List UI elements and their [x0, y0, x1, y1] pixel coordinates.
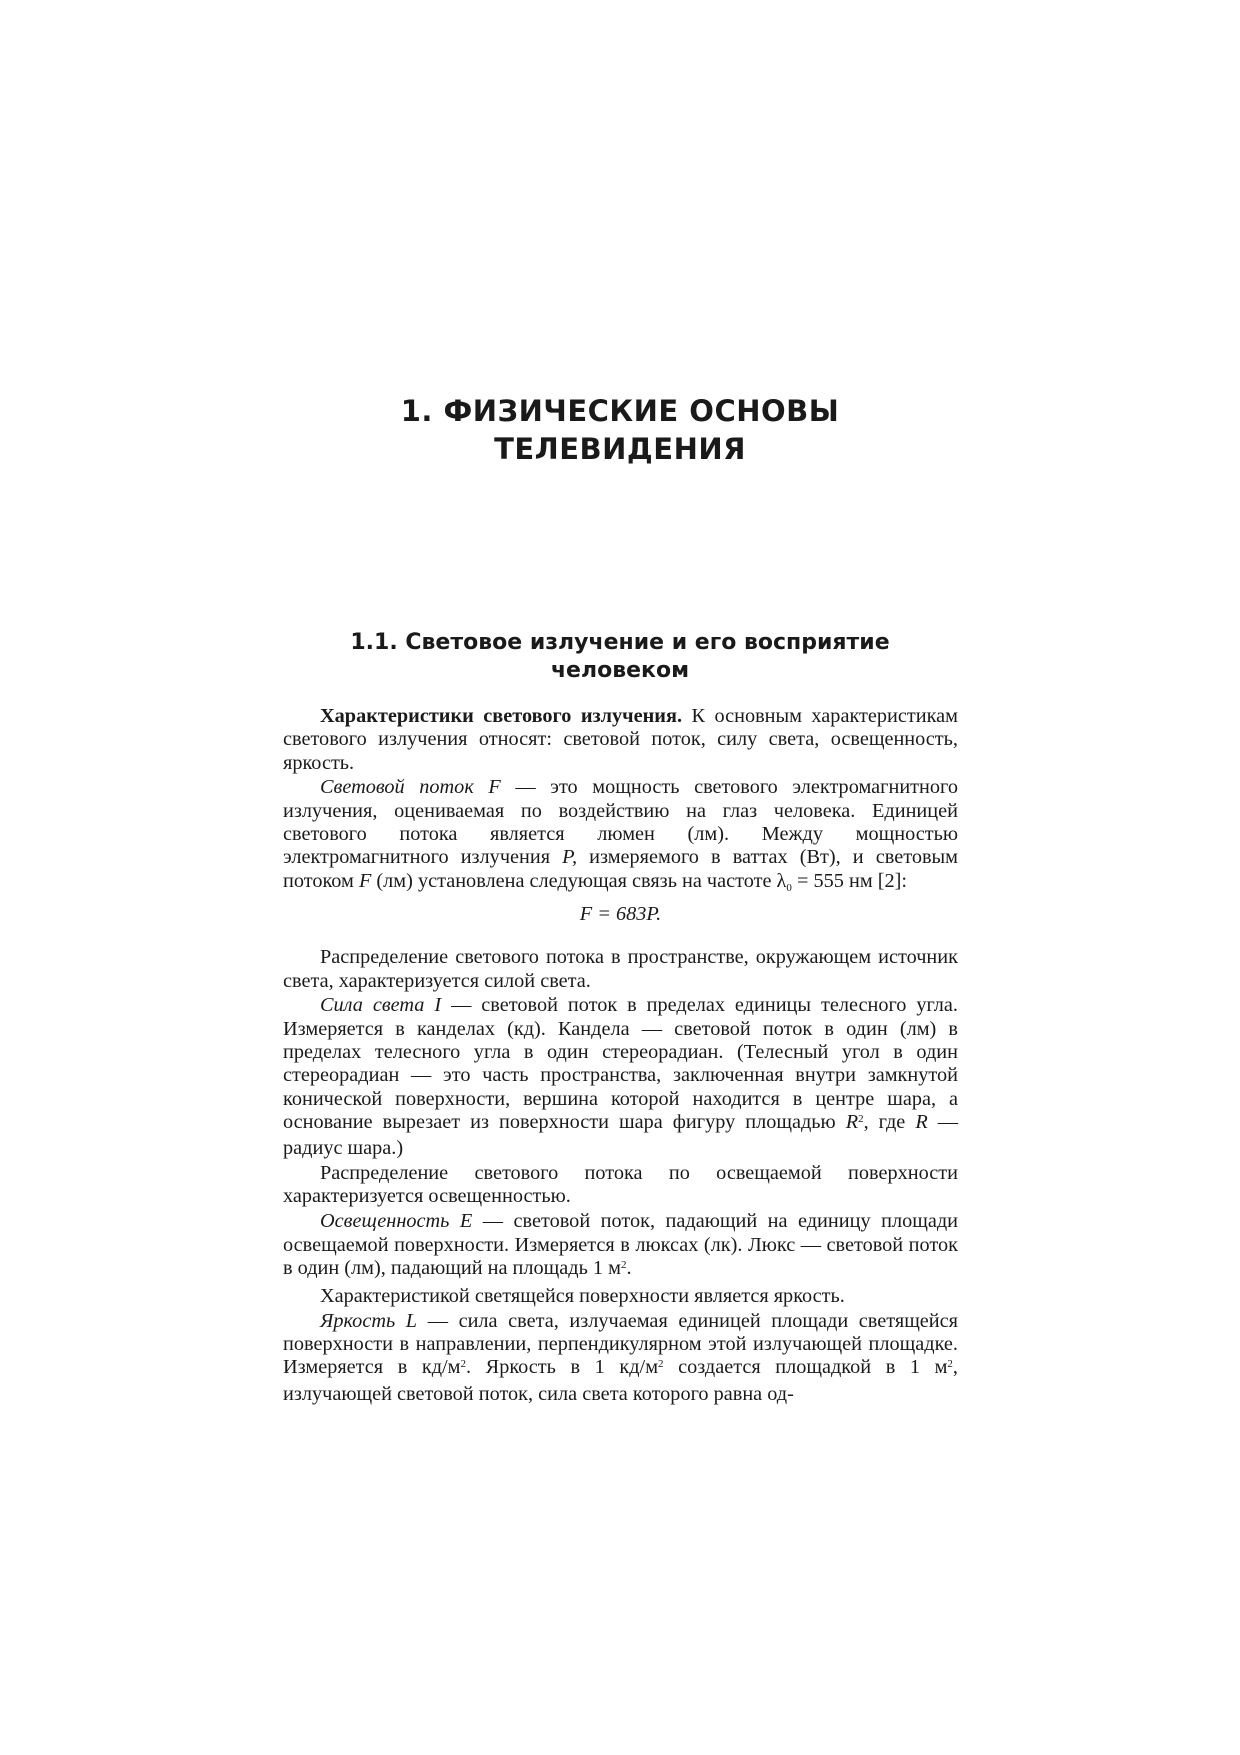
paragraph-text: — световой поток, падающий на единицу площади освещаемой поверхности. Измеряется в люксах (лк). Люкс — световой поток в один (лм), падающий на площадь 1 м — [283, 1210, 959, 1279]
body-text — [283, 705, 958, 1407]
paragraph-text: — световой поток в пределах единицы телесного угла. Измеряется в канделах (кд). Кандела — световой поток в один (лм) в пределах телесного угла в один стереорадиан. (Телесный угол в один стереорадиан — это часть пространства, заключенная внутри замкнутой конической поверхности, вершина которой находится в центре шара, а основание вырезает из поверхности шара фигуру площадью — [283, 994, 958, 1133]
formula — [283, 903, 958, 926]
paragraph-text: Распределение светового потока по освещаемой поверхности характеризуется освещенностью. — [283, 1162, 958, 1208]
paragraph-text: Распределение светового потока в пространстве, окружающем источник света, характеризуется силой света. — [283, 946, 958, 992]
subscript: 0 — [786, 881, 792, 894]
paragraph-text: . — [626, 1256, 632, 1279]
paragraph-flux-distribution — [283, 946, 958, 993]
superscript: 2 — [947, 1358, 953, 1371]
superscript: 2 — [858, 1112, 864, 1125]
paragraph-surface-characteristic — [283, 1285, 958, 1308]
paragraph-lead: Характеристики светового излучения. — [320, 705, 683, 727]
formula-text: F = 683P. — [579, 902, 662, 925]
paragraph-text: К основным характеристикам светового излучения относят: световой поток, силу света, освещенность, яркость. — [283, 705, 958, 774]
paragraph-text: — сила света, излучаемая единицей площади светящейся поверхности в направлении, перпендикулярном этой излучающей площадке. Измеряется в кд/м — [283, 1309, 958, 1379]
paragraph-text: . Яркость в 1 кд/м — [466, 1356, 659, 1379]
paragraph-text: измеряемого в ваттах (Вт), и световым потоком — [283, 846, 958, 892]
paragraph-luminous-intensity — [283, 994, 958, 1160]
term-radius: R — [845, 1110, 859, 1133]
term-flux-symbol: F — [358, 869, 372, 892]
term-power: P, — [562, 846, 578, 869]
term-luminance: Яркость L — [320, 1309, 418, 1332]
chapter-title-line-1: 1. ФИЗИЧЕСКИЕ ОСНОВЫ — [400, 394, 840, 428]
superscript: 2 — [460, 1358, 467, 1371]
paragraph-text: (лм) установлена следующая связь на частоте λ — [371, 869, 787, 892]
chapter-title — [285, 392, 955, 468]
term-illuminance: Освещенность E — [320, 1210, 473, 1233]
superscript: 2 — [620, 1258, 627, 1271]
paragraph-text: — это мощность светового электромагнитного излучения, оцениваемая по воздействию на глаз человека. Единицей светового потока является люмен (лм). Между мощностью электромагнитного излучения — [283, 776, 958, 869]
paragraph-text: — радиус шара.) — [283, 1110, 958, 1160]
paragraph-illuminance — [283, 1210, 958, 1283]
paragraph-text: , где — [863, 1110, 916, 1133]
paragraph-luminous-flux — [283, 776, 958, 895]
section-title — [285, 629, 955, 685]
section-title-line-2: человеком — [550, 658, 690, 683]
paragraph-text: создается площадкой в 1 м — [663, 1356, 948, 1379]
paragraph-luminance — [283, 1310, 958, 1406]
chapter-title-line-2: ТЕЛЕВИДЕНИЯ — [494, 432, 746, 466]
paragraph-surface-distribution — [283, 1162, 958, 1209]
term-luminous-intensity: Сила света I — [320, 994, 442, 1017]
superscript: 2 — [658, 1358, 664, 1371]
paragraph-text: Характеристикой светящейся поверхности является яркость. — [320, 1284, 845, 1307]
term-radius: R — [915, 1110, 928, 1133]
section-title-line-1: 1.1. Световое излучение и его восприятие — [350, 630, 890, 655]
term-luminous-flux: Световой поток F — [320, 776, 501, 799]
paragraph-characteristics — [283, 705, 958, 775]
paragraph-text: , излучающей световой поток, сила света которого равна од- — [283, 1356, 958, 1405]
paragraph-text: = 555 нм [2]: — [791, 869, 908, 892]
